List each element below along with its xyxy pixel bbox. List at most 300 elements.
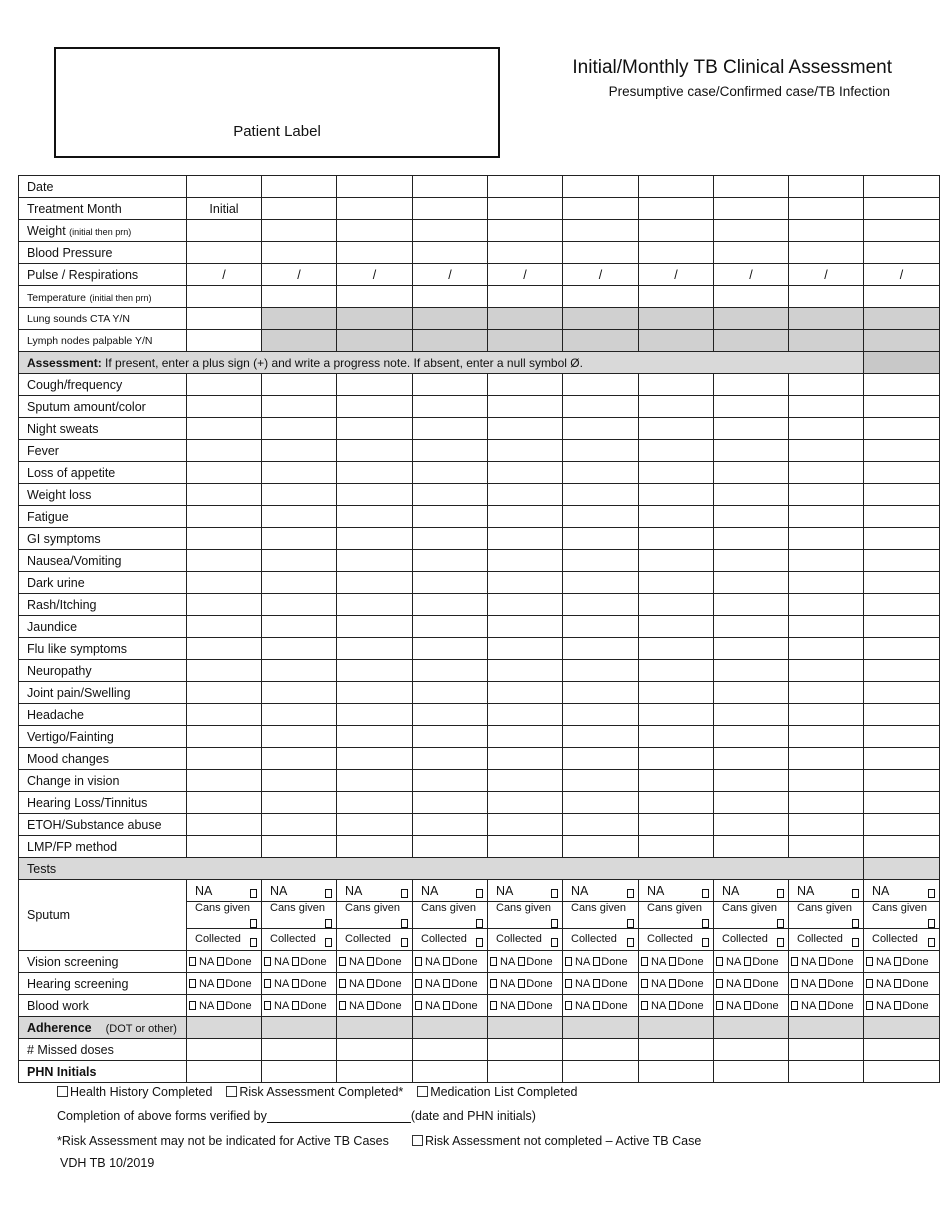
- symptom-cell[interactable]: [488, 836, 563, 858]
- symptom-cell[interactable]: [187, 440, 262, 462]
- checkbox-icon[interactable]: [325, 889, 332, 898]
- symptom-cell[interactable]: [337, 770, 413, 792]
- symptom-cell[interactable]: [789, 506, 864, 528]
- pulse-slash[interactable]: /: [789, 264, 864, 286]
- entry-cell[interactable]: [187, 330, 262, 352]
- entry-cell[interactable]: [864, 242, 940, 264]
- entry-cell[interactable]: [714, 242, 789, 264]
- symptom-cell[interactable]: [639, 638, 714, 660]
- sputum-cell[interactable]: [864, 929, 940, 951]
- sputum-cell[interactable]: [488, 929, 563, 951]
- checkbox-icon[interactable]: [415, 957, 422, 966]
- symptom-cell[interactable]: [563, 836, 639, 858]
- symptom-cell[interactable]: [714, 462, 789, 484]
- symptom-cell[interactable]: [187, 462, 262, 484]
- checkbox-icon[interactable]: [325, 938, 332, 947]
- adherence-cell[interactable]: [639, 1017, 714, 1039]
- checkbox-icon[interactable]: [716, 957, 723, 966]
- symptom-cell[interactable]: [639, 396, 714, 418]
- entry-cell[interactable]: [639, 286, 714, 308]
- symptom-cell[interactable]: [413, 638, 488, 660]
- symptom-cell[interactable]: [262, 638, 337, 660]
- entry-cell[interactable]: [337, 220, 413, 242]
- symptom-cell[interactable]: [563, 396, 639, 418]
- checkbox-icon[interactable]: [593, 979, 600, 988]
- pulse-slash[interactable]: /: [639, 264, 714, 286]
- symptom-cell[interactable]: [187, 506, 262, 528]
- phn-initials-cell[interactable]: [337, 1061, 413, 1083]
- symptom-cell[interactable]: [488, 726, 563, 748]
- sputum-cell[interactable]: [187, 880, 262, 902]
- sputum-cell[interactable]: [337, 929, 413, 951]
- checkbox-icon[interactable]: [866, 1001, 873, 1010]
- symptom-cell[interactable]: [413, 374, 488, 396]
- symptom-cell[interactable]: [413, 748, 488, 770]
- symptom-cell[interactable]: [488, 770, 563, 792]
- checkbox-icon[interactable]: [744, 979, 751, 988]
- sputum-cell[interactable]: [413, 929, 488, 951]
- entry-cell[interactable]: [789, 286, 864, 308]
- symptom-cell[interactable]: [488, 660, 563, 682]
- test-cell[interactable]: [337, 951, 413, 973]
- entry-cell[interactable]: [563, 198, 639, 220]
- checkbox-icon[interactable]: [551, 919, 558, 928]
- entry-cell[interactable]: [187, 286, 262, 308]
- symptom-cell[interactable]: [864, 374, 940, 396]
- symptom-cell[interactable]: [864, 440, 940, 462]
- symptom-cell[interactable]: [262, 484, 337, 506]
- sputum-cell[interactable]: [413, 880, 488, 902]
- symptom-cell[interactable]: [187, 748, 262, 770]
- entry-cell[interactable]: [262, 220, 337, 242]
- symptom-cell[interactable]: [864, 396, 940, 418]
- entry-cell[interactable]: [864, 286, 940, 308]
- checkbox-icon[interactable]: [669, 979, 676, 988]
- test-cell[interactable]: [413, 995, 488, 1017]
- symptom-cell[interactable]: [413, 594, 488, 616]
- symptom-cell[interactable]: [413, 726, 488, 748]
- entry-cell[interactable]: [864, 220, 940, 242]
- symptom-cell[interactable]: [714, 374, 789, 396]
- sputum-cell[interactable]: [488, 880, 563, 902]
- symptom-cell[interactable]: [864, 682, 940, 704]
- checkbox-icon[interactable]: [443, 1001, 450, 1010]
- missed-doses-cell[interactable]: [563, 1039, 639, 1061]
- entry-cell[interactable]: [488, 198, 563, 220]
- checkbox-icon[interactable]: [894, 979, 901, 988]
- symptom-cell[interactable]: [864, 616, 940, 638]
- symptom-cell[interactable]: [262, 770, 337, 792]
- symptom-cell[interactable]: [864, 572, 940, 594]
- sputum-cell[interactable]: [639, 929, 714, 951]
- symptom-cell[interactable]: [262, 704, 337, 726]
- symptom-cell[interactable]: [262, 814, 337, 836]
- checkbox-icon[interactable]: [250, 889, 257, 898]
- symptom-cell[interactable]: [789, 748, 864, 770]
- pulse-slash[interactable]: /: [714, 264, 789, 286]
- symptom-cell[interactable]: [864, 792, 940, 814]
- checkbox-icon[interactable]: [264, 1001, 271, 1010]
- phn-initials-cell[interactable]: [413, 1061, 488, 1083]
- symptom-cell[interactable]: [337, 396, 413, 418]
- test-cell[interactable]: [789, 973, 864, 995]
- entry-cell[interactable]: [639, 220, 714, 242]
- checkbox-icon[interactable]: [777, 938, 784, 947]
- symptom-cell[interactable]: [413, 440, 488, 462]
- risk-assessment-checkbox[interactable]: [226, 1086, 237, 1097]
- missed-doses-cell[interactable]: [413, 1039, 488, 1061]
- symptom-cell[interactable]: [187, 660, 262, 682]
- adherence-cell[interactable]: [413, 1017, 488, 1039]
- symptom-cell[interactable]: [187, 770, 262, 792]
- test-cell[interactable]: [563, 973, 639, 995]
- symptom-cell[interactable]: [337, 814, 413, 836]
- entry-cell[interactable]: [337, 198, 413, 220]
- symptom-cell[interactable]: [337, 682, 413, 704]
- adherence-cell[interactable]: [563, 1017, 639, 1039]
- symptom-cell[interactable]: [337, 528, 413, 550]
- test-cell[interactable]: [789, 951, 864, 973]
- symptom-cell[interactable]: [413, 418, 488, 440]
- symptom-cell[interactable]: [563, 418, 639, 440]
- symptom-cell[interactable]: [262, 660, 337, 682]
- symptom-cell[interactable]: [187, 572, 262, 594]
- checkbox-icon[interactable]: [744, 957, 751, 966]
- sputum-cell[interactable]: [639, 902, 714, 929]
- phn-initials-cell[interactable]: [563, 1061, 639, 1083]
- symptom-cell[interactable]: [187, 836, 262, 858]
- sputum-cell[interactable]: [563, 902, 639, 929]
- symptom-cell[interactable]: [413, 792, 488, 814]
- sputum-cell[interactable]: [789, 880, 864, 902]
- symptom-cell[interactable]: [413, 506, 488, 528]
- phn-initials-cell[interactable]: [262, 1061, 337, 1083]
- symptom-cell[interactable]: [337, 462, 413, 484]
- checkbox-icon[interactable]: [264, 957, 271, 966]
- symptom-cell[interactable]: [714, 836, 789, 858]
- symptom-cell[interactable]: [337, 748, 413, 770]
- entry-cell[interactable]: [262, 286, 337, 308]
- checkbox-icon[interactable]: [641, 957, 648, 966]
- symptom-cell[interactable]: [563, 770, 639, 792]
- symptom-cell[interactable]: [789, 704, 864, 726]
- symptom-cell[interactable]: [262, 836, 337, 858]
- symptom-cell[interactable]: [337, 484, 413, 506]
- symptom-cell[interactable]: [789, 726, 864, 748]
- symptom-cell[interactable]: [563, 638, 639, 660]
- sputum-cell[interactable]: [413, 902, 488, 929]
- symptom-cell[interactable]: [337, 660, 413, 682]
- symptom-cell[interactable]: [789, 572, 864, 594]
- symptom-cell[interactable]: [864, 814, 940, 836]
- phn-initials-cell[interactable]: [714, 1061, 789, 1083]
- symptom-cell[interactable]: [563, 660, 639, 682]
- phn-initials-cell[interactable]: [488, 1061, 563, 1083]
- entry-cell[interactable]: [262, 198, 337, 220]
- phn-initials-cell[interactable]: [639, 1061, 714, 1083]
- entry-cell[interactable]: [789, 198, 864, 220]
- symptom-cell[interactable]: [714, 396, 789, 418]
- checkbox-icon[interactable]: [791, 1001, 798, 1010]
- symptom-cell[interactable]: [413, 484, 488, 506]
- health-history-checkbox[interactable]: [57, 1086, 68, 1097]
- symptom-cell[interactable]: [639, 418, 714, 440]
- pulse-slash[interactable]: /: [563, 264, 639, 286]
- missed-doses-cell[interactable]: [714, 1039, 789, 1061]
- missed-doses-cell[interactable]: [488, 1039, 563, 1061]
- symptom-cell[interactable]: [337, 374, 413, 396]
- checkbox-icon[interactable]: [702, 938, 709, 947]
- checkbox-icon[interactable]: [565, 957, 572, 966]
- test-cell[interactable]: [187, 951, 262, 973]
- symptom-cell[interactable]: [187, 374, 262, 396]
- symptom-cell[interactable]: [789, 550, 864, 572]
- checkbox-icon[interactable]: [551, 889, 558, 898]
- test-cell[interactable]: [789, 995, 864, 1017]
- adherence-cell[interactable]: [789, 1017, 864, 1039]
- symptom-cell[interactable]: [187, 638, 262, 660]
- symptom-cell[interactable]: [789, 528, 864, 550]
- checkbox-icon[interactable]: [217, 1001, 224, 1010]
- symptom-cell[interactable]: [413, 396, 488, 418]
- symptom-cell[interactable]: [187, 814, 262, 836]
- symptom-cell[interactable]: [563, 440, 639, 462]
- symptom-cell[interactable]: [864, 484, 940, 506]
- sputum-cell[interactable]: [187, 929, 262, 951]
- entry-cell[interactable]: [413, 198, 488, 220]
- entry-cell[interactable]: [413, 242, 488, 264]
- symptom-cell[interactable]: [864, 528, 940, 550]
- symptom-cell[interactable]: [488, 704, 563, 726]
- checkbox-icon[interactable]: [716, 979, 723, 988]
- pulse-slash[interactable]: /: [262, 264, 337, 286]
- symptom-cell[interactable]: [488, 462, 563, 484]
- entry-cell[interactable]: [714, 176, 789, 198]
- symptom-cell[interactable]: [563, 792, 639, 814]
- test-cell[interactable]: [639, 973, 714, 995]
- symptom-cell[interactable]: [262, 440, 337, 462]
- symptom-cell[interactable]: [714, 726, 789, 748]
- symptom-cell[interactable]: [563, 528, 639, 550]
- symptom-cell[interactable]: [413, 572, 488, 594]
- symptom-cell[interactable]: [337, 550, 413, 572]
- symptom-cell[interactable]: [413, 616, 488, 638]
- symptom-cell[interactable]: [413, 770, 488, 792]
- symptom-cell[interactable]: [187, 396, 262, 418]
- symptom-cell[interactable]: [337, 506, 413, 528]
- symptom-cell[interactable]: [262, 682, 337, 704]
- symptom-cell[interactable]: [789, 792, 864, 814]
- symptom-cell[interactable]: [488, 682, 563, 704]
- entry-cell[interactable]: [337, 242, 413, 264]
- checkbox-icon[interactable]: [189, 979, 196, 988]
- entry-cell[interactable]: [563, 220, 639, 242]
- checkbox-icon[interactable]: [415, 979, 422, 988]
- checkbox-icon[interactable]: [476, 919, 483, 928]
- symptom-cell[interactable]: [639, 594, 714, 616]
- symptom-cell[interactable]: [488, 374, 563, 396]
- checkbox-icon[interactable]: [401, 919, 408, 928]
- symptom-cell[interactable]: [413, 704, 488, 726]
- test-cell[interactable]: [714, 995, 789, 1017]
- checkbox-icon[interactable]: [189, 957, 196, 966]
- patient-label-box[interactable]: [54, 47, 500, 158]
- test-cell[interactable]: [488, 973, 563, 995]
- test-cell[interactable]: [563, 995, 639, 1017]
- symptom-cell[interactable]: [488, 594, 563, 616]
- checkbox-icon[interactable]: [777, 889, 784, 898]
- symptom-cell[interactable]: [563, 616, 639, 638]
- checkbox-icon[interactable]: [627, 938, 634, 947]
- entry-cell[interactable]: [488, 286, 563, 308]
- entry-cell[interactable]: [639, 176, 714, 198]
- symptom-cell[interactable]: [864, 506, 940, 528]
- missed-doses-cell[interactable]: [262, 1039, 337, 1061]
- test-cell[interactable]: [488, 951, 563, 973]
- risk-not-completed-checkbox[interactable]: [412, 1135, 423, 1146]
- symptom-cell[interactable]: [639, 682, 714, 704]
- symptom-cell[interactable]: [714, 616, 789, 638]
- adherence-cell[interactable]: [187, 1017, 262, 1039]
- adherence-cell[interactable]: [714, 1017, 789, 1039]
- symptom-cell[interactable]: [639, 506, 714, 528]
- symptom-cell[interactable]: [639, 814, 714, 836]
- sputum-cell[interactable]: [714, 929, 789, 951]
- symptom-cell[interactable]: [413, 528, 488, 550]
- sputum-cell[interactable]: [337, 902, 413, 929]
- test-cell[interactable]: [187, 973, 262, 995]
- test-cell[interactable]: [337, 995, 413, 1017]
- checkbox-icon[interactable]: [791, 957, 798, 966]
- test-cell[interactable]: [262, 951, 337, 973]
- symptom-cell[interactable]: [187, 682, 262, 704]
- checkbox-icon[interactable]: [866, 957, 873, 966]
- symptom-cell[interactable]: [789, 594, 864, 616]
- symptom-cell[interactable]: [488, 616, 563, 638]
- symptom-cell[interactable]: [488, 792, 563, 814]
- symptom-cell[interactable]: [187, 726, 262, 748]
- symptom-cell[interactable]: [488, 814, 563, 836]
- symptom-cell[interactable]: [413, 814, 488, 836]
- verified-signature-line[interactable]: [267, 1111, 411, 1123]
- symptom-cell[interactable]: [488, 572, 563, 594]
- checkbox-icon[interactable]: [819, 1001, 826, 1010]
- checkbox-icon[interactable]: [702, 889, 709, 898]
- symptom-cell[interactable]: [714, 770, 789, 792]
- symptom-cell[interactable]: [714, 594, 789, 616]
- checkbox-icon[interactable]: [928, 919, 935, 928]
- symptom-cell[interactable]: [864, 594, 940, 616]
- symptom-cell[interactable]: [488, 484, 563, 506]
- entry-cell[interactable]: [413, 176, 488, 198]
- entry-cell[interactable]: [187, 242, 262, 264]
- symptom-cell[interactable]: [262, 726, 337, 748]
- symptom-cell[interactable]: [714, 814, 789, 836]
- symptom-cell[interactable]: [563, 572, 639, 594]
- pulse-slash[interactable]: /: [864, 264, 940, 286]
- checkbox-icon[interactable]: [443, 979, 450, 988]
- sputum-cell[interactable]: [488, 902, 563, 929]
- symptom-cell[interactable]: [714, 638, 789, 660]
- sputum-cell[interactable]: [789, 929, 864, 951]
- test-cell[interactable]: [639, 995, 714, 1017]
- entry-cell[interactable]: [337, 176, 413, 198]
- checkbox-icon[interactable]: [250, 938, 257, 947]
- symptom-cell[interactable]: [262, 462, 337, 484]
- sputum-cell[interactable]: [262, 880, 337, 902]
- symptom-cell[interactable]: [563, 462, 639, 484]
- symptom-cell[interactable]: [714, 660, 789, 682]
- symptom-cell[interactable]: [563, 550, 639, 572]
- symptom-cell[interactable]: [262, 594, 337, 616]
- test-cell[interactable]: [864, 951, 940, 973]
- entry-cell[interactable]: [488, 242, 563, 264]
- symptom-cell[interactable]: [639, 550, 714, 572]
- checkbox-icon[interactable]: [852, 889, 859, 898]
- pulse-slash[interactable]: /: [337, 264, 413, 286]
- checkbox-icon[interactable]: [518, 1001, 525, 1010]
- symptom-cell[interactable]: [488, 440, 563, 462]
- entry-cell[interactable]: [789, 176, 864, 198]
- symptom-cell[interactable]: [488, 638, 563, 660]
- checkbox-icon[interactable]: [443, 957, 450, 966]
- missed-doses-cell[interactable]: [864, 1039, 940, 1061]
- symptom-cell[interactable]: [262, 616, 337, 638]
- symptom-cell[interactable]: [563, 484, 639, 506]
- test-cell[interactable]: [413, 951, 488, 973]
- symptom-cell[interactable]: [563, 506, 639, 528]
- missed-doses-cell[interactable]: [337, 1039, 413, 1061]
- symptom-cell[interactable]: [639, 792, 714, 814]
- symptom-cell[interactable]: [337, 638, 413, 660]
- symptom-cell[interactable]: [262, 528, 337, 550]
- checkbox-icon[interactable]: [292, 979, 299, 988]
- symptom-cell[interactable]: [864, 704, 940, 726]
- symptom-cell[interactable]: [262, 572, 337, 594]
- entry-cell[interactable]: [187, 308, 262, 330]
- adherence-cell[interactable]: [864, 1017, 940, 1039]
- entry-cell[interactable]: [337, 286, 413, 308]
- symptom-cell[interactable]: [789, 814, 864, 836]
- checkbox-icon[interactable]: [565, 1001, 572, 1010]
- checkbox-icon[interactable]: [367, 979, 374, 988]
- sputum-cell[interactable]: [714, 880, 789, 902]
- entry-cell[interactable]: [262, 176, 337, 198]
- symptom-cell[interactable]: [262, 374, 337, 396]
- checkbox-icon[interactable]: [264, 979, 271, 988]
- test-cell[interactable]: [714, 951, 789, 973]
- symptom-cell[interactable]: [789, 638, 864, 660]
- checkbox-icon[interactable]: [217, 957, 224, 966]
- checkbox-icon[interactable]: [476, 938, 483, 947]
- symptom-cell[interactable]: [563, 748, 639, 770]
- entry-cell[interactable]: [639, 198, 714, 220]
- checkbox-icon[interactable]: [593, 1001, 600, 1010]
- checkbox-icon[interactable]: [593, 957, 600, 966]
- symptom-cell[interactable]: [262, 396, 337, 418]
- symptom-cell[interactable]: [337, 418, 413, 440]
- entry-cell[interactable]: [789, 220, 864, 242]
- symptom-cell[interactable]: [864, 770, 940, 792]
- symptom-cell[interactable]: [864, 418, 940, 440]
- symptom-cell[interactable]: [639, 770, 714, 792]
- checkbox-icon[interactable]: [565, 979, 572, 988]
- symptom-cell[interactable]: [413, 660, 488, 682]
- entry-cell[interactable]: [639, 242, 714, 264]
- pulse-slash[interactable]: /: [413, 264, 488, 286]
- symptom-cell[interactable]: [639, 836, 714, 858]
- phn-initials-cell[interactable]: [187, 1061, 262, 1083]
